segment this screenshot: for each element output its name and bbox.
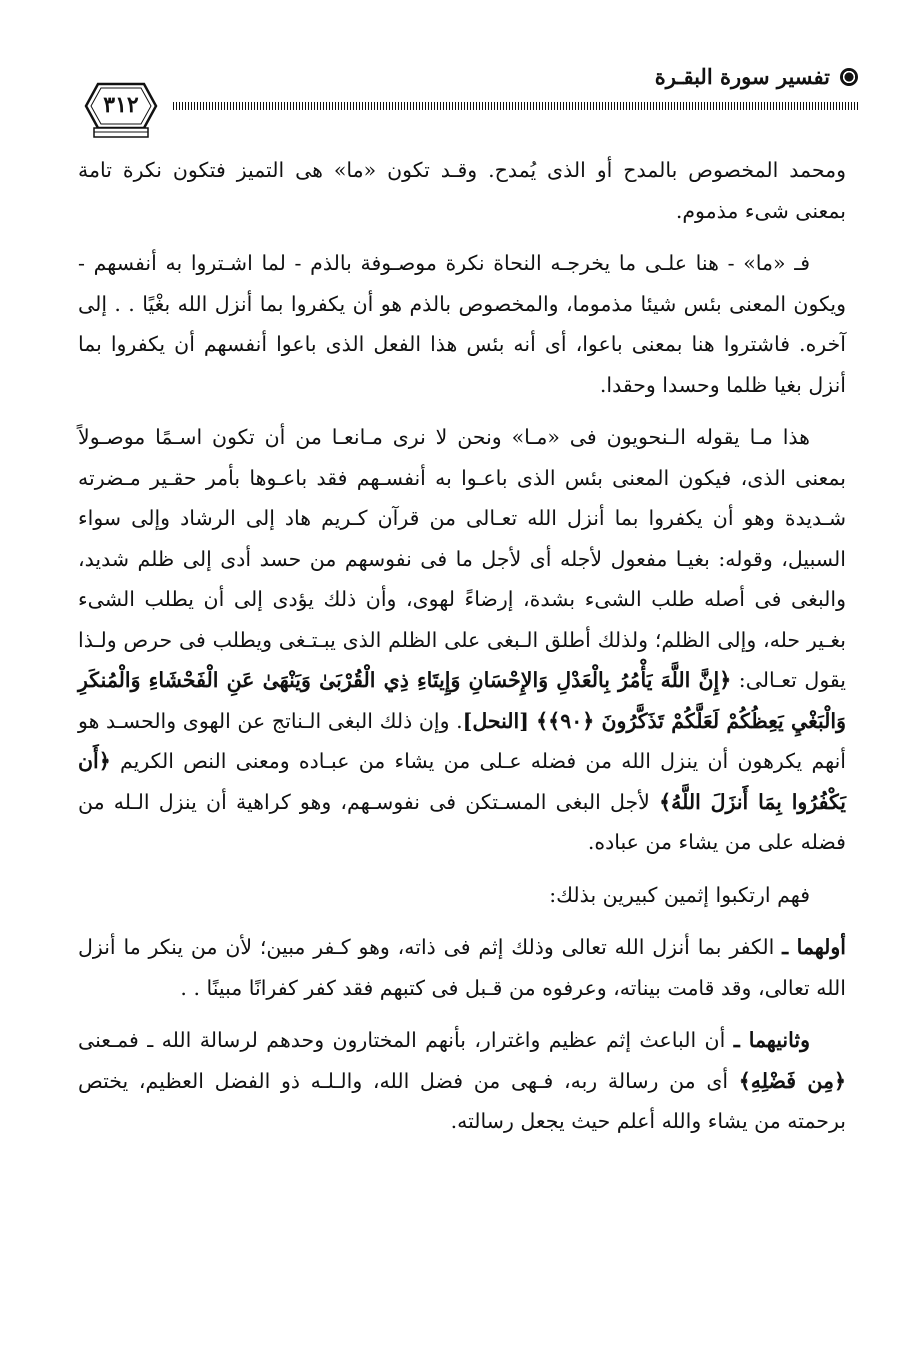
paragraph-3-part3: لأجل البغى المسـتكن فى نفوسـهم، وهو كراهية أن ينزل الـله من فضله على من يشاء من عباده. [78,789,846,854]
page-body [78,150,846,1154]
header-rule [173,102,858,110]
running-title [655,64,858,89]
paragraph-5 [78,927,846,1008]
paragraph-3-part1: هذا مـا يقوله الـنحويون فى «مـا» ونحن لا نرى مـانعـا من أن تكون اسـمًا موصـولاً بمعنى الذى، فيكون المعنى بئس الذى باعـوا به أنفسـهم فقد باعـوها بأمر حقـير مـضرته شـديدة وهو أن يكفروا بما أنزل الله تعـالى من قرآن كـريم هاد إلى الرشاد وإلى سواء السبيل، وقوله: بغيـا مفعول لأجله أى لأجل ما فى نفوسهم من حسد أدى إلى ظلم شديد، والبغى فى أصله طلب الشىء بشدة، إرضاءً لهوى، وأن ذلك يؤدى إلى أن يطلب الشىء بغـير حله، وإلى الظلم؛ ولذلك أطلق الـبغى على الظلم الذى يبـتـغى ويطلب فى حرص ولـذا يقول تعـالى: [78,425,846,692]
running-title-text: تفسير سورة البقـرة [654,64,830,89]
paragraph-3 [78,417,846,863]
ornament-icon [840,68,858,86]
quran-verse-quote: ﴿أَن يَكْفُرُوا بِمَا أَنزَلَ اللَّهُ﴾ [78,749,847,814]
page-number-badge [78,78,164,140]
second-point-lead: وثانيهما ـ [733,1028,810,1052]
page-number: ٣١٢ [103,92,139,118]
surah-reference: [النحل] [462,708,537,733]
quran-phrase-min-fadlihi: ﴿مِن فَضْلِهِ﴾ [738,1068,846,1093]
paragraph-4: فهم ارتكبوا إثمين كبيرين بذلك: [549,882,810,907]
first-point-text: الكفر بما أنزل الله تعالى وذلك إثم فى ذاته، وهو كـفر مبين؛ لأن من ينكر ما أنزل الله تعالى، وقد قامت بيناته، وعرفوه من قـبل فى كتبهم فقد كفر كفرانًا مبينًا . . [78,935,846,1000]
second-point-part2: أى من رسالة ربه، فـهى من فضل الله، والـلـه ذو الفضل العظيم، يختص برحمته من يشاء والله أعلم حيث يجعل رسالته. [78,1068,846,1133]
paragraph-6 [78,1020,846,1142]
paragraph-3-part2: . وإن ذلك البغى الـناتج عن الهوى والحسـد هو أنهم يكرهون أن ينزل الله من فضله عـلى من يشاء من عبـاده ومعنى النص الكريم [78,708,846,773]
page-header [78,40,858,140]
paragraph-2: فـ «ما» - هنا علـى ما يخرجـه النحاة نكرة موصـوفة بالذم - لما اشـتروا به أنفسهم - ويكون المعنى بئس شيئا مذموما، والمخصوص بالذم هو أن يكفروا بما أنزل الله بغْيًا . . إلى آخره. فاشتروا هنا بمعنى باعوا، أى أنه بئس هذا الفعل الذى باعوا أنفسهم أن يكفروا بما أنزل بغيا ظلما وحسدا وحقدا. [78,251,846,397]
second-point-part1: أن الباعث إثم عظيم واغترار، بأنهم المختارون وحدهم لرسالة الله ـ فمـعنى [78,1028,734,1052]
first-point-lead: أولهما ـ [782,935,846,959]
quran-verse-nahl-90: ﴿إِنَّ اللَّهَ يَأْمُرُ بِالْعَدْلِ وَالإِحْسَانِ وَإِيتَاءِ ذِي الْقُرْبَىٰ وَيَنْهَىٰ عَنِ الْفَحْشَاءِ وَالْمُنكَرِ وَالْبَغْيِ يَعِظُكُمْ لَعَلَّكُمْ تَذَكَّرُونَ ﴿٩٠﴾﴾ [78,668,846,733]
paragraph-1: ومحمد المخصوص بالمدح أو الذى يُمدح. وقـد تكون «ما» هى التميز فتكون نكرة تامة بمعنى شىء مذموم. [78,158,846,223]
